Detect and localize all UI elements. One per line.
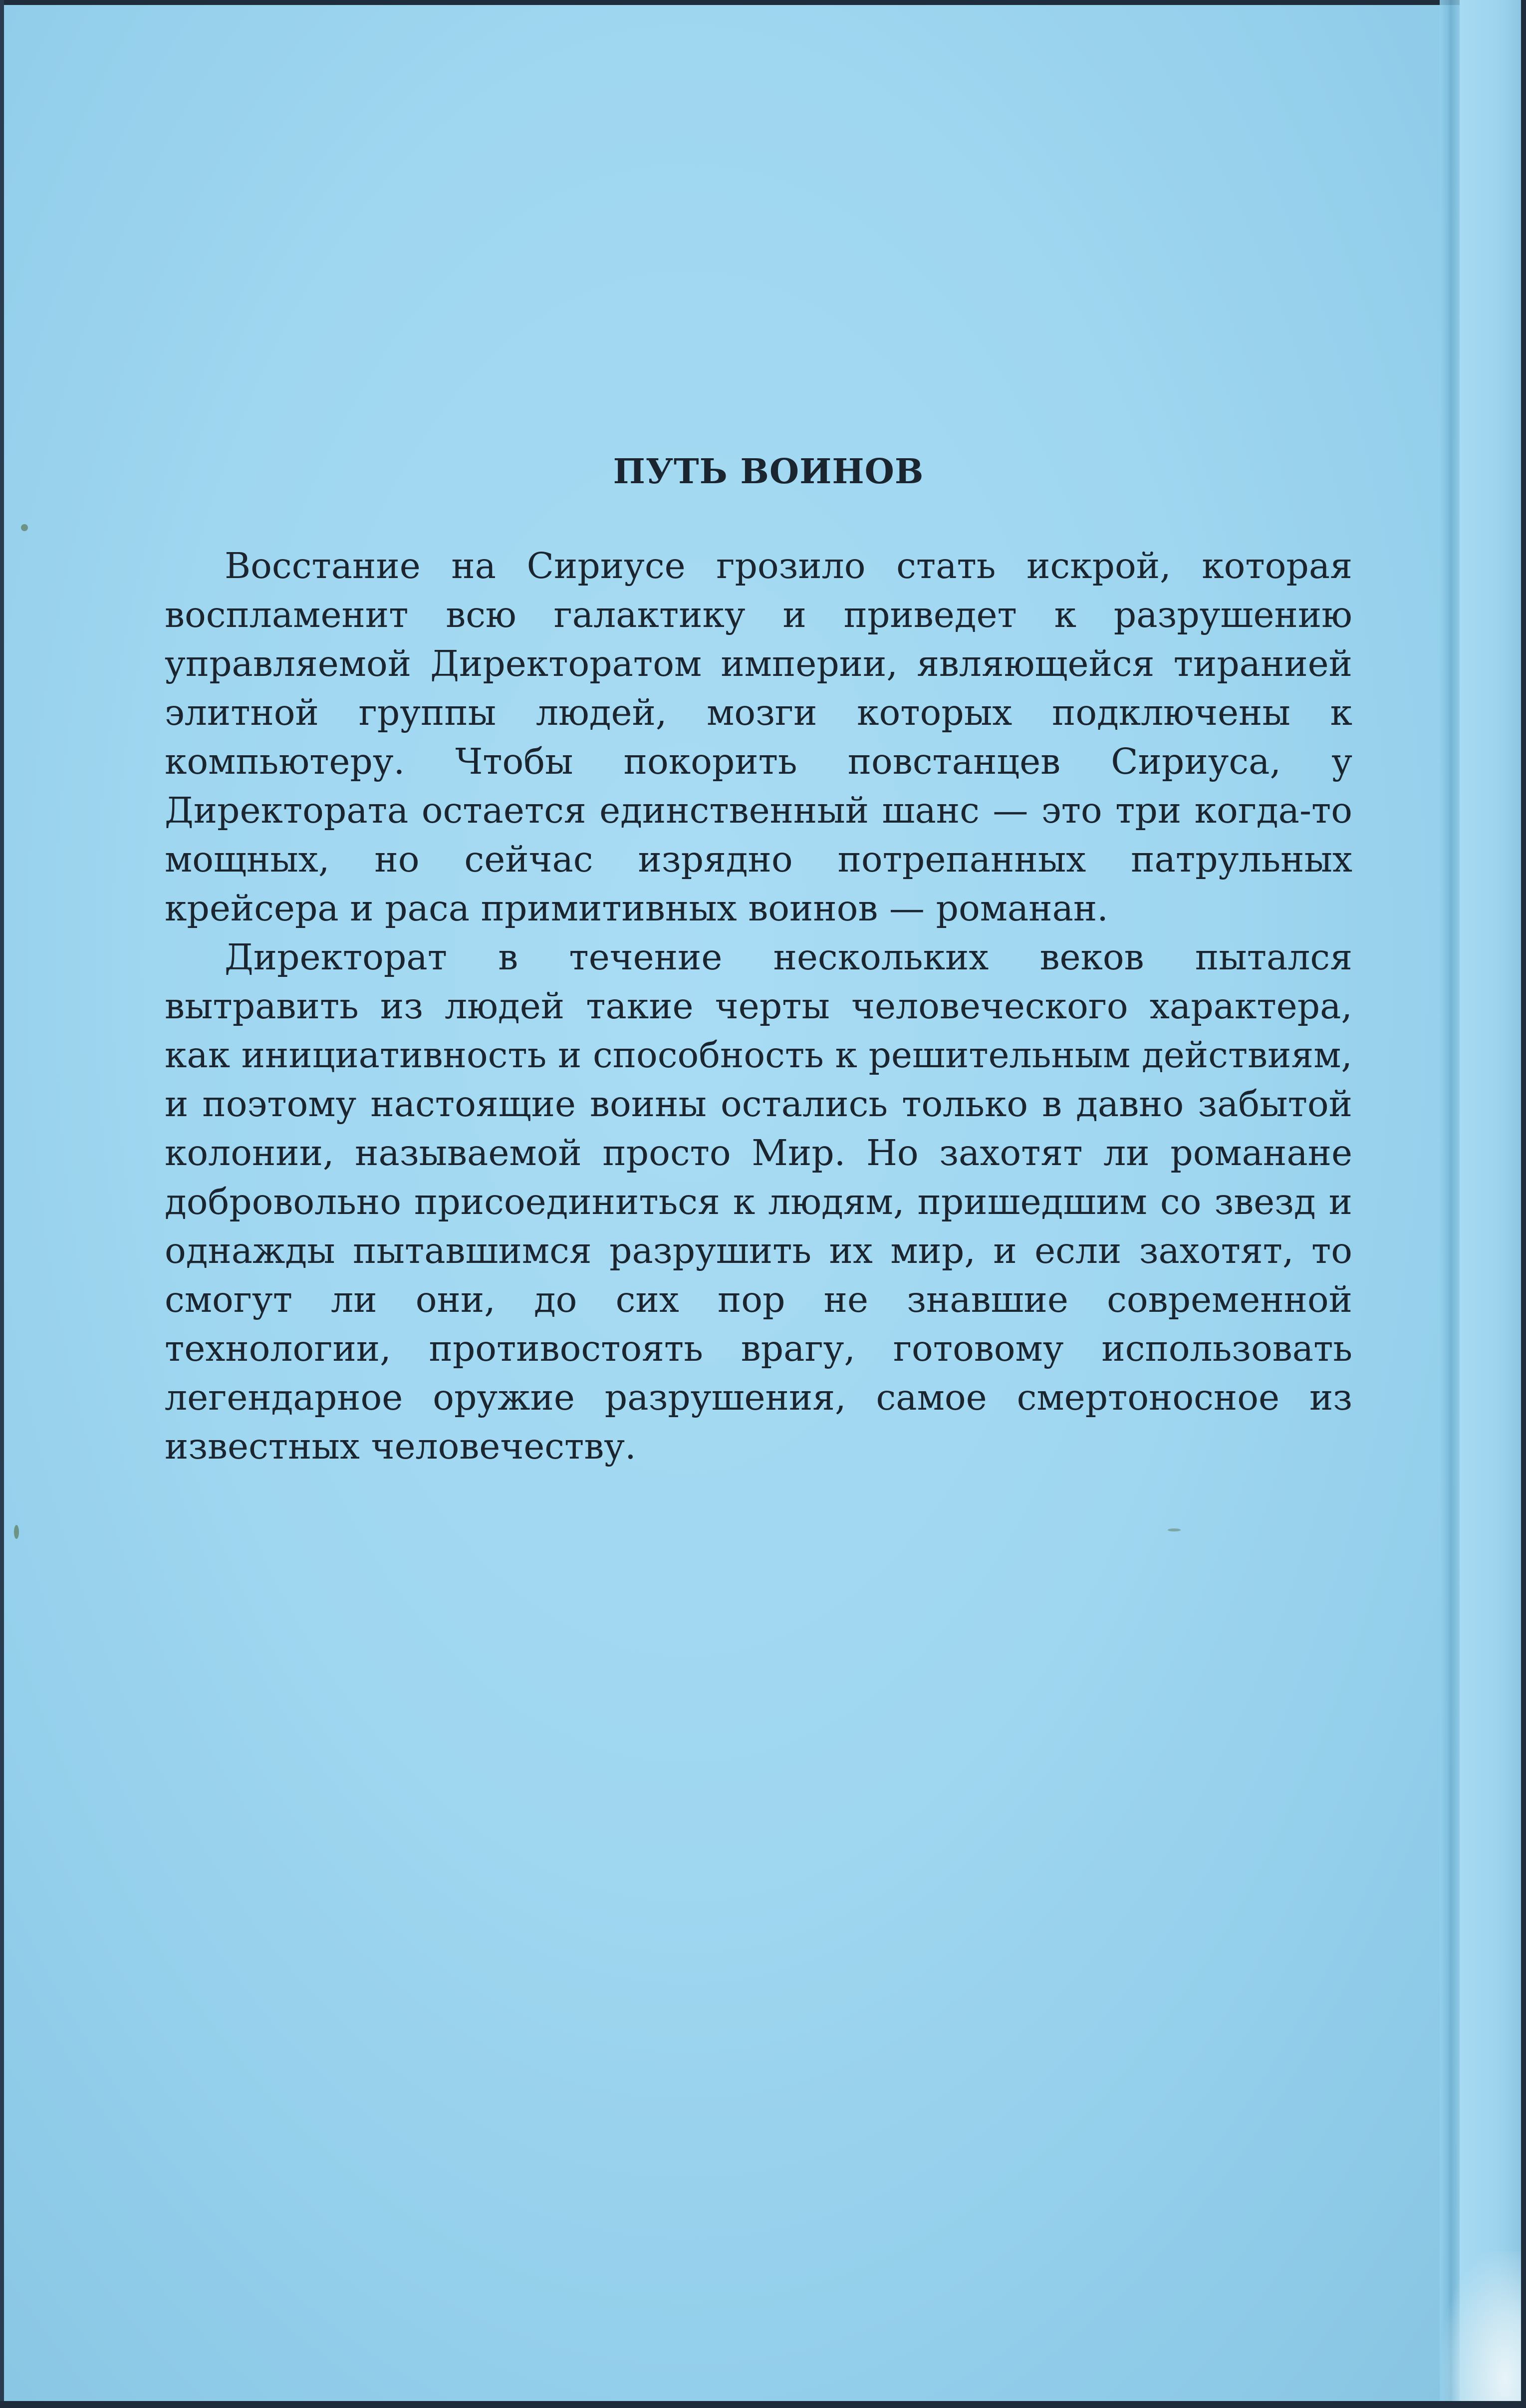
wear-mark bbox=[14, 1525, 19, 1539]
spine-band bbox=[1460, 0, 1521, 2408]
blurb-title: ПУТЬ ВОИНОВ bbox=[613, 452, 924, 492]
scan-edge-top bbox=[0, 0, 1526, 5]
worn-corner bbox=[1441, 2251, 1521, 2401]
blurb-text-block bbox=[165, 452, 1352, 1471]
scan-edge-left bbox=[0, 0, 4, 2408]
scan-edge-right bbox=[1521, 0, 1526, 2408]
wear-mark bbox=[1168, 1528, 1181, 1531]
blurb-paragraph-1: Восстание на Сириусе грозило стать искрой, которая воспламенит всю галактику и приведет к разрушению управляемой Директоратом империи, являющейся тиранией элитной группы людей, мозги которых подключены к компьютеру. Чтобы покорить повстанцев Сириуса, у Директората остается единственный шанс — это три когда-то мощных, но сейчас изрядно потрепанных патрульных крейсера и раса примитивных воинов — романан. bbox=[165, 545, 1352, 929]
scan-edge-bottom bbox=[0, 2401, 1526, 2408]
wear-mark bbox=[21, 524, 28, 531]
spine-groove bbox=[1440, 0, 1460, 2408]
blurb-paragraph-2: Директорат в течение нескольких веков пытался вытравить из людей такие черты человеческого характера, как инициативность и способность к решительным действиям, и поэтому настоящие воины остались только в давно забытой колонии, называемой просто Мир. Но захотят ли романане добровольно присоединиться к людям, пришедшим со звезд и однажды пытавшимся разрушить их мир, и если захотят, то смогут ли они, до сих пор не знавшие современной технологии, противостоять врагу, готовому использовать легендарное оружие разрушения, самое смертоносное из известных человечеству. bbox=[165, 936, 1352, 1467]
